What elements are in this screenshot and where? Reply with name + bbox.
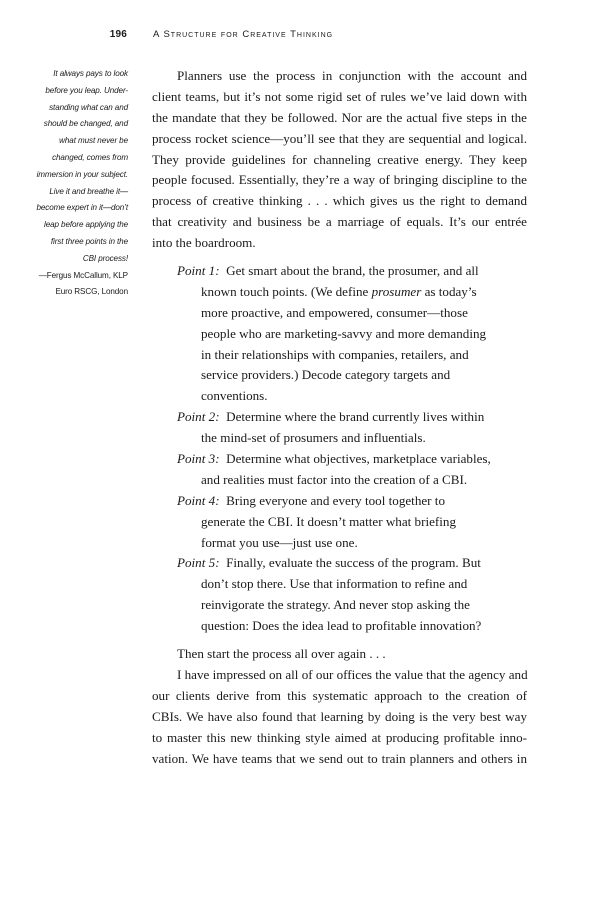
point-text: Get smart about the brand, the prosumer, and all — [226, 263, 479, 279]
text-line: to master this new thinking style aimed at producing profitable inno- — [152, 729, 527, 745]
quote-line: changed, comes from — [52, 152, 128, 162]
points-list — [177, 261, 527, 637]
text-line: Planners use the process in conjunction with the account and — [177, 68, 527, 83]
running-head: A Structure for Creative Thinking — [153, 29, 334, 40]
text-line: vation. We have teams that we send out to train planners and others in — [152, 750, 527, 766]
text-line: process rocket science—you’ll see that they are sequential and logical. — [152, 130, 527, 146]
text-line: the mandate that they be followed. Nor are the actual five steps in the — [152, 109, 527, 125]
quote-line: standing what can and — [49, 102, 128, 112]
text-line: into the boardroom. — [152, 235, 256, 251]
point-text: Determine where the brand currently lives within — [226, 409, 485, 425]
point-text: don’t stop there. Use that information to refine and — [201, 576, 468, 592]
main-text — [152, 66, 527, 769]
point-text: the mind-set of prosumers and influentials. — [201, 430, 426, 446]
text-line: Then start the process all over again . . . — [177, 646, 386, 662]
point-item — [177, 553, 527, 637]
attribution-line: Euro RSCG, London — [55, 287, 128, 297]
quote-text — [24, 66, 128, 268]
point-label: Point 4: — [177, 492, 220, 508]
defined-term: prosumer — [371, 283, 422, 299]
text-line: client teams, but it’s not some rigid set of rules we’ve laid down with — [152, 88, 527, 104]
page-number: 196 — [109, 29, 127, 40]
point-text: Bring everyone and every tool together to — [226, 492, 445, 508]
point-item — [177, 491, 527, 554]
point-text: question: Does the idea lead to profitable innovation? — [201, 618, 482, 634]
quote-line: should be changed, and — [43, 119, 128, 129]
quote-line: It always pays to look — [53, 69, 128, 78]
point-text: format you use—just use one. — [201, 534, 358, 550]
intro-paragraph — [152, 66, 527, 254]
quote-line: become expert in it—don’t — [36, 203, 128, 213]
point-item — [177, 449, 527, 491]
attribution-line: —Fergus McCallum, KLP — [38, 270, 128, 280]
point-label: Point 1: — [177, 263, 220, 279]
text-line: They provide guidelines for channeling creative energy. They keep — [152, 151, 527, 167]
quote-line: first three points in the — [50, 236, 128, 246]
text-line: our clients derive from this systematic approach to the creation of — [152, 687, 527, 703]
point-label: Point 2: — [177, 409, 220, 425]
quote-line: Live it and breathe it— — [49, 186, 128, 196]
text-line: process of creative thinking . . . which gives us the right to demand — [152, 193, 527, 209]
point-text: Finally, evaluate the success of the program. But — [226, 555, 481, 571]
point-text: in their relationships with companies, retailers, and — [201, 346, 469, 362]
quote-attribution — [24, 268, 128, 302]
point-text: reinvigorate the strategy. And never stop asking the — [201, 597, 470, 613]
quote-line: leap before applying the — [44, 220, 128, 230]
point-item — [177, 261, 527, 407]
sidebar-quote — [24, 66, 128, 301]
quote-line: immersion in your subject. — [36, 169, 128, 179]
point-text: Determine what objectives, marketplace variables, — [226, 451, 491, 467]
quote-line: before you leap. Under- — [45, 85, 128, 95]
point-text: people who are marketing-savvy and more demanding — [201, 325, 487, 341]
quote-line: what must never be — [59, 136, 128, 146]
point-text: and realities must factor into the creation of a CBI. — [201, 471, 468, 487]
point-label: Point 3: — [177, 451, 220, 467]
text-line: I have impressed on all of our offices the value that the agency and — [177, 666, 528, 682]
point-text: as today’s — [421, 283, 477, 299]
point-item — [177, 407, 527, 449]
text-line: people focused. Essentially, they’re a way of bringing discipline to the — [152, 172, 527, 188]
text-line: that creativity and business be a marriage of equals. It’s our entrée — [152, 214, 527, 230]
point-text: known touch points. (We define — [201, 283, 372, 299]
quote-line: CBI process! — [82, 253, 128, 263]
point-text: service providers.) Decode category targets and — [201, 367, 451, 383]
page-header — [0, 29, 600, 43]
text-line: CBIs. We have also found that learning by doing is the very best way — [152, 708, 527, 724]
point-text: more proactive, and empowered, consumer—those — [201, 304, 468, 320]
point-text: conventions. — [201, 388, 268, 404]
point-label: Point 5: — [177, 555, 220, 571]
point-text: generate the CBI. It doesn’t matter what briefing — [201, 513, 457, 529]
closing-section — [152, 644, 527, 769]
